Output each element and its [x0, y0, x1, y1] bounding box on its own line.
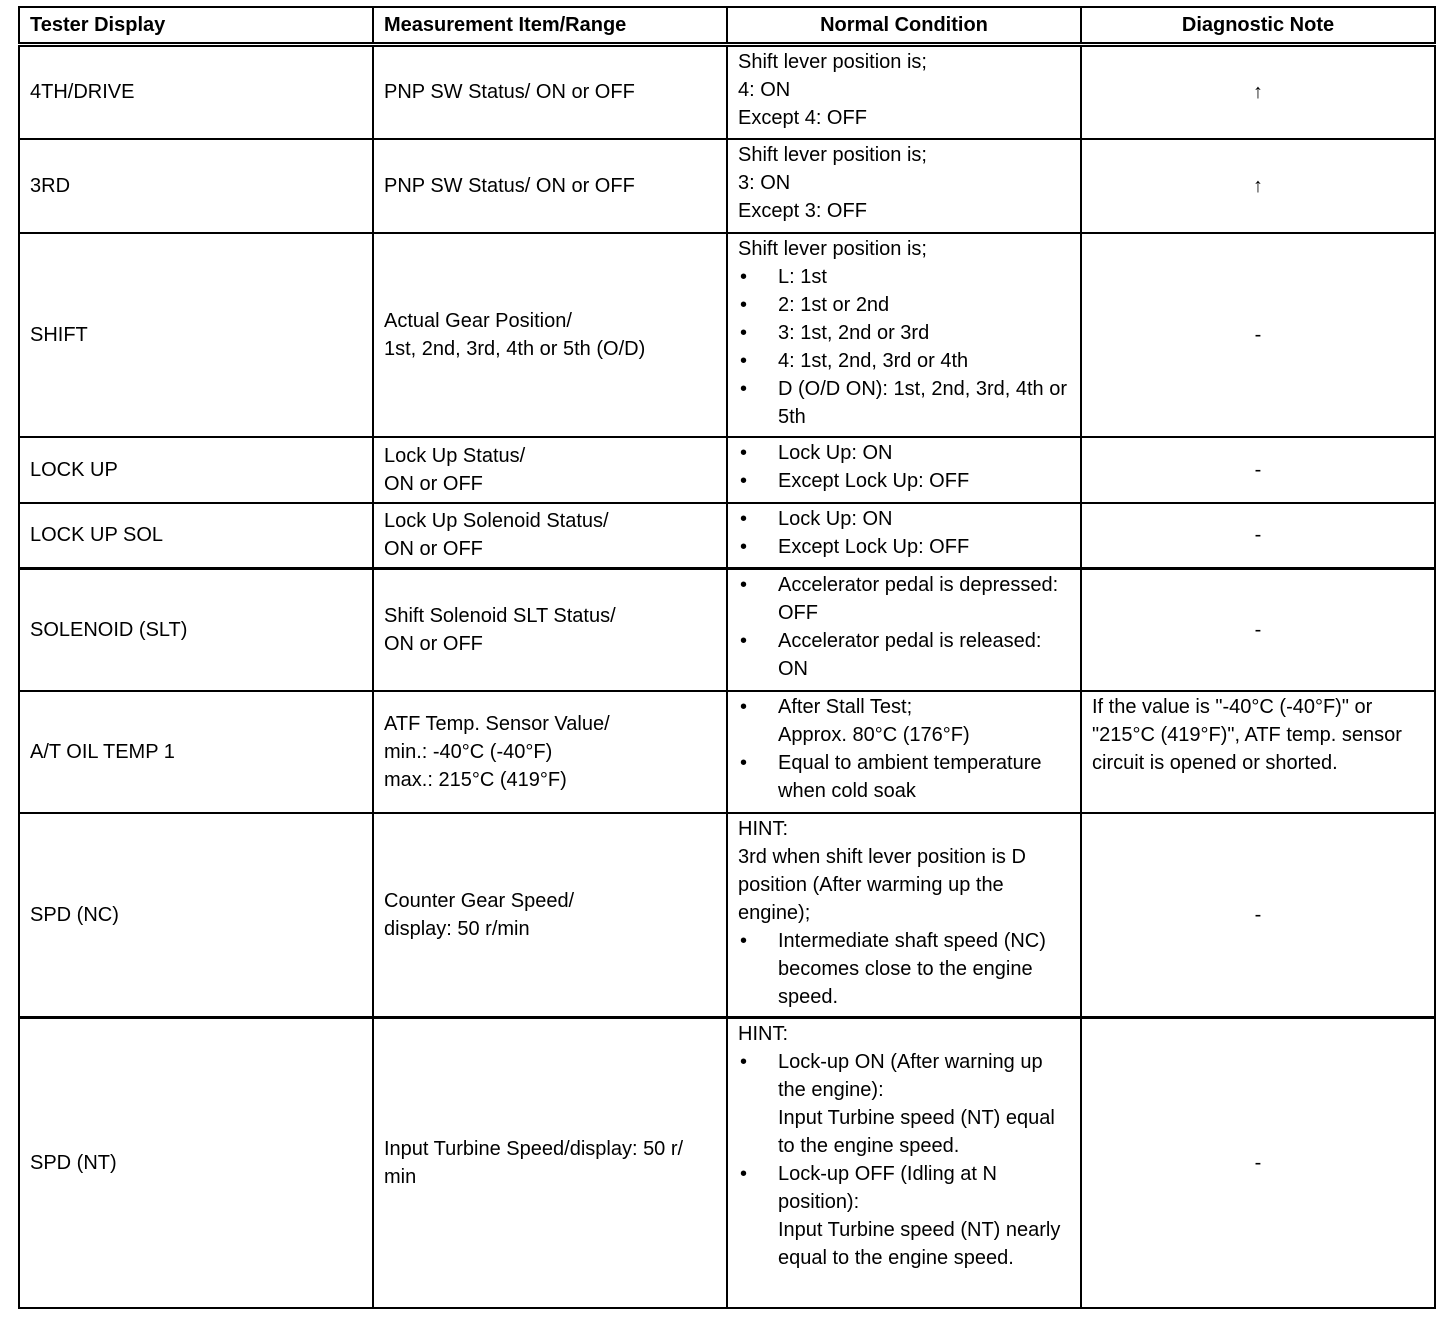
condition-bullet [738, 749, 1070, 805]
condition-bullet-list [738, 263, 1070, 431]
diagnostic-note-cell: - [1081, 569, 1435, 691]
measurement-line: Actual Gear Position/ [384, 309, 572, 332]
condition-bullet-main: Lock-up OFF (Idling at N position): [778, 1163, 997, 1213]
condition-bullet: • Accelerator pedal is depressed: OFF [738, 571, 1070, 627]
measurement-line: ON or OFF [384, 538, 483, 561]
table-row [19, 139, 1435, 233]
diagnostic-note-cell: - [1081, 1018, 1435, 1308]
condition-bullet: • 3: 1st, 2nd or 3rd [738, 319, 1070, 347]
condition-bullet: • Accelerator pedal is released: ON [738, 627, 1070, 683]
table-row [19, 691, 1435, 813]
measurement-cell [373, 813, 727, 1018]
tester-display-cell: 3RD [19, 139, 373, 233]
condition-bullet-list [738, 1048, 1070, 1272]
condition-bullet-list [738, 693, 1070, 805]
tester-display-cell: SHIFT [19, 233, 373, 437]
condition-bullet-main: Lock-up ON (After warning up the engine): [778, 1051, 1043, 1101]
diagnostic-note-cell: - [1081, 813, 1435, 1018]
tester-display-cell: LOCK UP SOL [19, 503, 373, 569]
condition-bullet [738, 1160, 1070, 1272]
measurement-line: Lock Up Status/ [384, 444, 526, 467]
table-row [19, 813, 1435, 1018]
condition-line: Shift lever position is; [738, 51, 927, 73]
condition-bullet: • Lock Up: ON [738, 505, 1070, 533]
tester-display-cell: SPD (NC) [19, 813, 373, 1018]
condition-bullet-sub: Input Turbine speed (NT) nearly equal to the engine speed. [778, 1219, 1061, 1269]
condition-line: 4: ON [738, 79, 791, 101]
table-row [19, 233, 1435, 437]
tester-display-cell: LOCK UP [19, 437, 373, 503]
condition-bullet: • Except Lock Up: OFF [738, 467, 1070, 495]
normal-condition-cell [727, 813, 1081, 1018]
diagnostic-note-cell: If the value is "-40°C (-40°F)" or "215°C (419°F)", ATF temp. sensor circuit is opened or shorted. [1081, 691, 1435, 813]
condition-bullet-main: Equal to ambient temperature when cold soak [778, 751, 1042, 802]
measurement-cell [373, 139, 727, 233]
diagnostic-note-cell: - [1081, 233, 1435, 437]
header-diagnostic-note: Diagnostic Note [1081, 7, 1435, 45]
header-normal-condition: Normal Condition [727, 7, 1081, 45]
condition-bullet-list [738, 505, 1070, 561]
table-row [19, 45, 1435, 139]
condition-bullet: • L: 1st [738, 263, 1070, 291]
table-row [19, 569, 1435, 691]
condition-bullet-sub: Input Turbine speed (NT) equal to the engine speed. [778, 1107, 1055, 1157]
data-list-table [18, 6, 1436, 1309]
condition-intro: Shift lever position is; [738, 237, 927, 260]
condition-bullet-list [738, 439, 1070, 495]
header-row [19, 7, 1435, 45]
table-row [19, 437, 1435, 503]
measurement-line: ON or OFF [384, 632, 483, 655]
condition-intro: HINT: [738, 1023, 788, 1045]
diagnostic-note-cell: - [1081, 437, 1435, 503]
normal-condition-cell [727, 45, 1081, 139]
condition-bullet: • 4: 1st, 2nd, 3rd or 4th [738, 347, 1070, 375]
condition-bullet: • 2: 1st or 2nd [738, 291, 1070, 319]
condition-bullet: • Intermediate shaft speed (NC) becomes close to the engine speed. [738, 927, 1070, 1011]
condition-bullet-sub: Approx. 80°C (176°F) [778, 723, 970, 746]
condition-bullet: • Lock Up: ON [738, 439, 1070, 467]
condition-bullet: • Except Lock Up: OFF [738, 533, 1070, 561]
condition-bullet [738, 693, 1070, 749]
measurement-cell [373, 569, 727, 691]
header-tester-display: Tester Display [19, 7, 373, 45]
measurement-line: min [384, 1165, 417, 1188]
normal-condition-cell [727, 139, 1081, 233]
measurement-line: display: 50 r/min [384, 917, 530, 940]
normal-condition-cell [727, 691, 1081, 813]
condition-intro: HINT: [738, 817, 788, 840]
measurement-cell [373, 45, 727, 139]
header-measurement: Measurement Item/Range [373, 7, 727, 45]
table-row [19, 1018, 1435, 1308]
tester-display-cell: 4TH/DRIVE [19, 45, 373, 139]
condition-bullet-main: After Stall Test; [778, 695, 913, 718]
diagnostic-note-cell: ↑ [1081, 45, 1435, 139]
normal-condition-cell [727, 503, 1081, 569]
measurement-line: PNP SW Status/ ON or OFF [384, 174, 635, 197]
condition-bullet: • D (O/D ON): 1st, 2nd, 3rd, 4th or 5th [738, 375, 1070, 431]
condition-bullet [738, 1048, 1070, 1160]
measurement-line: Counter Gear Speed/ [384, 889, 575, 912]
measurement-line: min.: -40°C (-40°F) [384, 740, 553, 763]
condition-line: 3: ON [738, 171, 791, 194]
tester-display-cell: SOLENOID (SLT) [19, 569, 373, 691]
measurement-line: Input Turbine Speed/display: 50 r/ [384, 1137, 684, 1160]
measurement-line: 1st, 2nd, 3rd, 4th or 5th (O/D) [384, 337, 646, 360]
measurement-cell [373, 233, 727, 437]
normal-condition-cell [727, 1018, 1081, 1308]
normal-condition-cell [727, 233, 1081, 437]
measurement-line: Lock Up Solenoid Status/ [384, 510, 609, 533]
condition-line: Except 4: OFF [738, 107, 867, 129]
tester-display-cell: A/T OIL TEMP 1 [19, 691, 373, 813]
condition-line: Shift lever position is; [738, 143, 927, 166]
measurement-line: ON or OFF [384, 472, 483, 495]
tester-display-cell: SPD (NT) [19, 1018, 373, 1308]
measurement-line: PNP SW Status/ ON or OFF [384, 81, 635, 104]
diagnostic-note-cell: - [1081, 503, 1435, 569]
condition-line: Except 3: OFF [738, 199, 867, 222]
measurement-cell [373, 1018, 727, 1308]
condition-bullet-list [738, 571, 1070, 683]
condition-bullet-list [738, 927, 1070, 1011]
measurement-cell [373, 691, 727, 813]
diagnostic-note-cell: ↑ [1081, 139, 1435, 233]
measurement-line: ATF Temp. Sensor Value/ [384, 712, 610, 735]
measurement-line: Shift Solenoid SLT Status/ [384, 604, 616, 627]
normal-condition-cell [727, 569, 1081, 691]
measurement-line: max.: 215°C (419°F) [384, 768, 567, 791]
normal-condition-cell [727, 437, 1081, 503]
measurement-cell [373, 437, 727, 503]
measurement-cell [373, 503, 727, 569]
condition-text: 3rd when shift lever position is D position (After warming up the engine); [738, 845, 1026, 924]
table-row [19, 503, 1435, 569]
